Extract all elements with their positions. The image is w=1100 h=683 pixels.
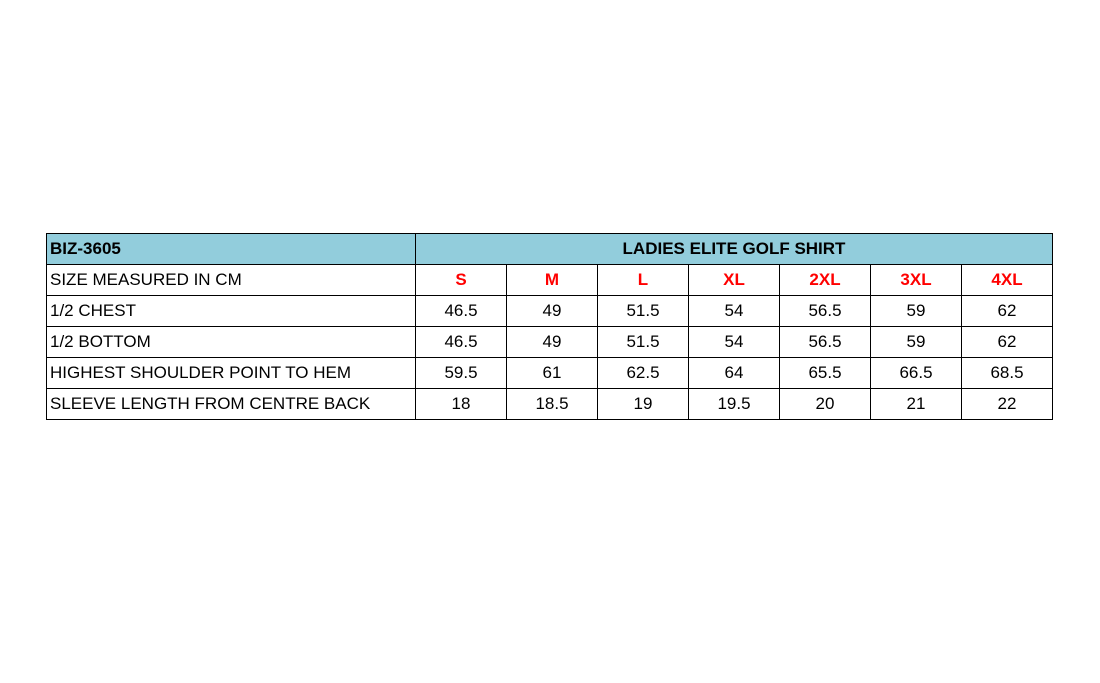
table-row — [47, 327, 1053, 358]
size-4xl: 4XL — [962, 265, 1053, 296]
table-cell: 46.5 — [416, 296, 507, 327]
size-xl: XL — [689, 265, 780, 296]
table-cell: 49 — [507, 296, 598, 327]
table-cell: 18 — [416, 389, 507, 420]
table-cell: 51.5 — [598, 327, 689, 358]
table-cell: 62 — [962, 327, 1053, 358]
size-2xl: 2XL — [780, 265, 871, 296]
row-label: HIGHEST SHOULDER POINT TO HEM — [47, 358, 416, 389]
table-cell: 22 — [962, 389, 1053, 420]
table-cell: 20 — [780, 389, 871, 420]
table-cell: 21 — [871, 389, 962, 420]
table-cell: 59.5 — [416, 358, 507, 389]
table-cell: 61 — [507, 358, 598, 389]
table-cell: 59 — [871, 296, 962, 327]
table-cell: 68.5 — [962, 358, 1053, 389]
table-cell: 19 — [598, 389, 689, 420]
size-s: S — [416, 265, 507, 296]
table-cell: 19.5 — [689, 389, 780, 420]
table-cell: 49 — [507, 327, 598, 358]
table-row — [47, 358, 1053, 389]
table-row — [47, 296, 1053, 327]
table-cell: 62 — [962, 296, 1053, 327]
table-cell: 54 — [689, 296, 780, 327]
table-cell: 66.5 — [871, 358, 962, 389]
table-cell: 54 — [689, 327, 780, 358]
size-m: M — [507, 265, 598, 296]
table-cell: 51.5 — [598, 296, 689, 327]
table-cell: 46.5 — [416, 327, 507, 358]
size-row-label: SIZE MEASURED IN CM — [47, 265, 416, 296]
row-label: SLEEVE LENGTH FROM CENTRE BACK — [47, 389, 416, 420]
table-cell: 59 — [871, 327, 962, 358]
size-row — [47, 265, 1053, 296]
size-3xl: 3XL — [871, 265, 962, 296]
table-cell: 56.5 — [780, 296, 871, 327]
row-label: 1/2 CHEST — [47, 296, 416, 327]
product-code: BIZ-3605 — [47, 234, 416, 265]
table-row — [47, 389, 1053, 420]
table-cell: 64 — [689, 358, 780, 389]
product-title: LADIES ELITE GOLF SHIRT — [416, 234, 1053, 265]
table-cell: 56.5 — [780, 327, 871, 358]
table-cell: 18.5 — [507, 389, 598, 420]
row-label: 1/2 BOTTOM — [47, 327, 416, 358]
table-cell: 62.5 — [598, 358, 689, 389]
size-l: L — [598, 265, 689, 296]
table-cell: 65.5 — [780, 358, 871, 389]
table-header-row — [47, 234, 1053, 265]
size-chart-table — [46, 233, 1053, 420]
